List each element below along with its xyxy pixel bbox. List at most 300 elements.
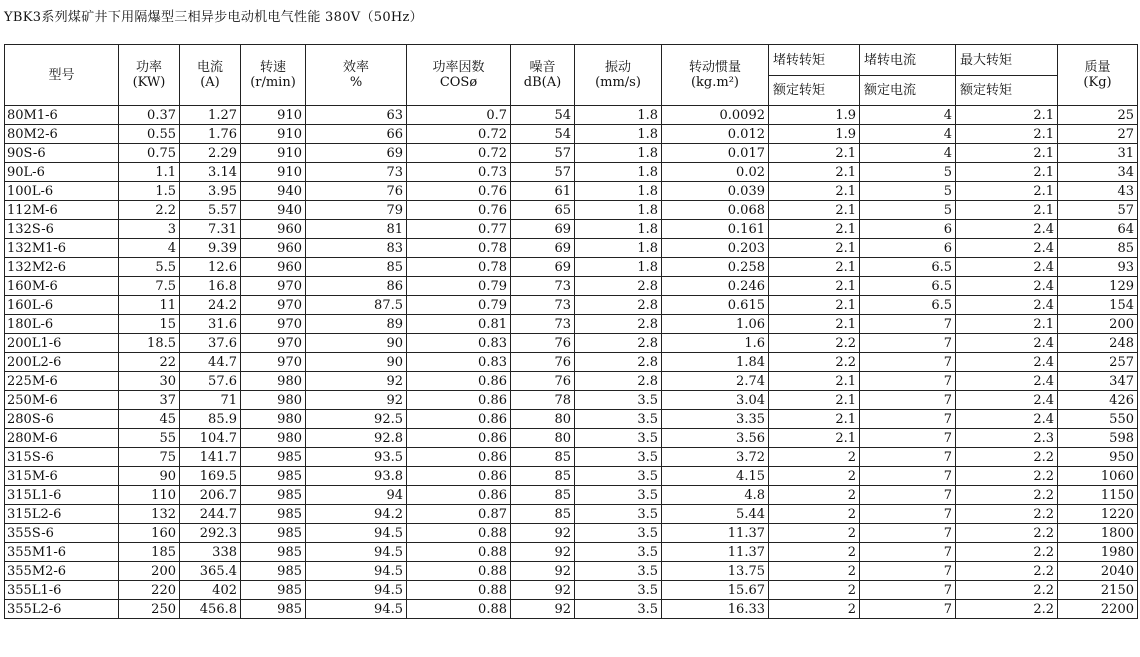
cell-current: 31.6 [180, 315, 241, 334]
cell-locked-torque-ratio: 2.1 [769, 144, 860, 163]
cell-model: 250M-6 [5, 391, 119, 410]
cell-inertia: 0.0092 [662, 106, 769, 125]
cell-inertia: 11.37 [662, 543, 769, 562]
cell-locked-current-ratio: 7 [860, 581, 956, 600]
cell-speed: 910 [241, 125, 306, 144]
cell-vibration: 1.8 [575, 239, 662, 258]
cell-locked-current-ratio: 6 [860, 220, 956, 239]
cell-vibration: 3.5 [575, 524, 662, 543]
cell-current: 104.7 [180, 429, 241, 448]
cell-locked-torque-ratio: 2 [769, 562, 860, 581]
cell-max-torque-ratio: 2.2 [956, 581, 1058, 600]
cell-efficiency: 83 [306, 239, 407, 258]
cell-power-factor: 0.7 [407, 106, 511, 125]
cell-speed: 970 [241, 334, 306, 353]
cell-locked-torque-ratio: 2 [769, 524, 860, 543]
cell-power-factor: 0.86 [407, 486, 511, 505]
cell-mass: 43 [1058, 182, 1138, 201]
table-row [5, 239, 1138, 258]
cell-model: 160M-6 [5, 277, 119, 296]
cell-locked-current-ratio: 4 [860, 106, 956, 125]
cell-model: 280M-6 [5, 429, 119, 448]
cell-speed: 970 [241, 277, 306, 296]
header-max-torque: 最大转矩 [956, 45, 1058, 76]
cell-mass: 950 [1058, 448, 1138, 467]
cell-mass: 27 [1058, 125, 1138, 144]
cell-speed: 985 [241, 524, 306, 543]
cell-speed: 980 [241, 410, 306, 429]
cell-current: 141.7 [180, 448, 241, 467]
cell-locked-current-ratio: 7 [860, 334, 956, 353]
cell-power: 18.5 [119, 334, 180, 353]
cell-inertia: 0.203 [662, 239, 769, 258]
cell-locked-current-ratio: 7 [860, 562, 956, 581]
cell-locked-current-ratio: 6.5 [860, 296, 956, 315]
cell-noise: 57 [511, 163, 575, 182]
cell-max-torque-ratio: 2.1 [956, 144, 1058, 163]
cell-power: 0.37 [119, 106, 180, 125]
cell-locked-current-ratio: 7 [860, 372, 956, 391]
cell-inertia: 1.84 [662, 353, 769, 372]
cell-mass: 154 [1058, 296, 1138, 315]
cell-mass: 57 [1058, 201, 1138, 220]
cell-locked-current-ratio: 7 [860, 486, 956, 505]
cell-vibration: 1.8 [575, 144, 662, 163]
cell-current: 1.76 [180, 125, 241, 144]
cell-efficiency: 94.5 [306, 581, 407, 600]
cell-max-torque-ratio: 2.4 [956, 391, 1058, 410]
cell-inertia: 3.04 [662, 391, 769, 410]
cell-model: 200L1-6 [5, 334, 119, 353]
cell-model: 225M-6 [5, 372, 119, 391]
cell-inertia: 11.37 [662, 524, 769, 543]
table-row [5, 429, 1138, 448]
cell-current: 3.14 [180, 163, 241, 182]
cell-speed: 985 [241, 562, 306, 581]
cell-vibration: 3.5 [575, 600, 662, 619]
cell-efficiency: 81 [306, 220, 407, 239]
cell-inertia: 0.246 [662, 277, 769, 296]
cell-mass: 1220 [1058, 505, 1138, 524]
table-header-row [5, 45, 1138, 76]
table-row [5, 125, 1138, 144]
cell-model: 315L2-6 [5, 505, 119, 524]
cell-power: 185 [119, 543, 180, 562]
cell-locked-current-ratio: 6 [860, 239, 956, 258]
cell-inertia: 3.72 [662, 448, 769, 467]
cell-max-torque-ratio: 2.2 [956, 562, 1058, 581]
cell-speed: 985 [241, 543, 306, 562]
cell-current: 2.29 [180, 144, 241, 163]
cell-locked-current-ratio: 7 [860, 410, 956, 429]
cell-locked-torque-ratio: 2.1 [769, 163, 860, 182]
cell-current: 3.95 [180, 182, 241, 201]
cell-vibration: 3.5 [575, 562, 662, 581]
cell-locked-current-ratio: 5 [860, 182, 956, 201]
cell-mass: 248 [1058, 334, 1138, 353]
cell-power: 37 [119, 391, 180, 410]
cell-vibration: 3.5 [575, 448, 662, 467]
table-row [5, 486, 1138, 505]
cell-power: 11 [119, 296, 180, 315]
cell-locked-current-ratio: 7 [860, 524, 956, 543]
cell-speed: 970 [241, 315, 306, 334]
cell-model: 160L-6 [5, 296, 119, 315]
cell-power: 1.5 [119, 182, 180, 201]
cell-power: 110 [119, 486, 180, 505]
cell-model: 100L-6 [5, 182, 119, 201]
cell-current: 37.6 [180, 334, 241, 353]
cell-mass: 2150 [1058, 581, 1138, 600]
header-max-torque-denominator: 额定转矩 [956, 76, 1058, 106]
cell-inertia: 1.6 [662, 334, 769, 353]
cell-inertia: 15.67 [662, 581, 769, 600]
cell-current: 206.7 [180, 486, 241, 505]
cell-efficiency: 94.5 [306, 543, 407, 562]
cell-inertia: 0.02 [662, 163, 769, 182]
cell-locked-current-ratio: 7 [860, 315, 956, 334]
cell-max-torque-ratio: 2.2 [956, 505, 1058, 524]
cell-max-torque-ratio: 2.1 [956, 182, 1058, 201]
cell-current: 57.6 [180, 372, 241, 391]
cell-mass: 1150 [1058, 486, 1138, 505]
cell-mass: 347 [1058, 372, 1138, 391]
cell-locked-torque-ratio: 2.1 [769, 410, 860, 429]
cell-power-factor: 0.81 [407, 315, 511, 334]
cell-locked-torque-ratio: 2.1 [769, 429, 860, 448]
table-row [5, 467, 1138, 486]
cell-power-factor: 0.86 [407, 391, 511, 410]
cell-locked-torque-ratio: 1.9 [769, 106, 860, 125]
cell-noise: 54 [511, 125, 575, 144]
cell-model: 132M2-6 [5, 258, 119, 277]
cell-vibration: 2.8 [575, 277, 662, 296]
cell-vibration: 2.8 [575, 353, 662, 372]
table-row [5, 220, 1138, 239]
cell-power-factor: 0.76 [407, 182, 511, 201]
cell-power-factor: 0.78 [407, 258, 511, 277]
cell-speed: 985 [241, 486, 306, 505]
table-row [5, 144, 1138, 163]
cell-current: 85.9 [180, 410, 241, 429]
cell-noise: 80 [511, 410, 575, 429]
cell-inertia: 0.017 [662, 144, 769, 163]
cell-max-torque-ratio: 2.4 [956, 220, 1058, 239]
cell-locked-current-ratio: 5 [860, 201, 956, 220]
cell-max-torque-ratio: 2.4 [956, 410, 1058, 429]
cell-power-factor: 0.77 [407, 220, 511, 239]
cell-locked-torque-ratio: 2.1 [769, 315, 860, 334]
cell-efficiency: 94.5 [306, 524, 407, 543]
cell-model: 90L-6 [5, 163, 119, 182]
cell-power-factor: 0.76 [407, 201, 511, 220]
cell-current: 9.39 [180, 239, 241, 258]
cell-mass: 550 [1058, 410, 1138, 429]
cell-power-factor: 0.87 [407, 505, 511, 524]
cell-locked-torque-ratio: 2 [769, 581, 860, 600]
cell-power-factor: 0.86 [407, 467, 511, 486]
cell-speed: 960 [241, 258, 306, 277]
cell-efficiency: 85 [306, 258, 407, 277]
cell-power: 15 [119, 315, 180, 334]
cell-noise: 85 [511, 448, 575, 467]
cell-power-factor: 0.78 [407, 239, 511, 258]
cell-locked-torque-ratio: 2.1 [769, 277, 860, 296]
cell-vibration: 1.8 [575, 258, 662, 277]
cell-power: 90 [119, 467, 180, 486]
cell-vibration: 2.8 [575, 296, 662, 315]
table-row [5, 391, 1138, 410]
cell-locked-torque-ratio: 2 [769, 543, 860, 562]
cell-power: 7.5 [119, 277, 180, 296]
header-speed: 转速 (r/min) [241, 45, 306, 106]
cell-model: 355L2-6 [5, 600, 119, 619]
cell-locked-current-ratio: 6.5 [860, 258, 956, 277]
cell-speed: 985 [241, 448, 306, 467]
cell-vibration: 3.5 [575, 505, 662, 524]
cell-power-factor: 0.86 [407, 372, 511, 391]
cell-vibration: 1.8 [575, 201, 662, 220]
cell-locked-torque-ratio: 2 [769, 448, 860, 467]
cell-locked-current-ratio: 7 [860, 543, 956, 562]
cell-speed: 970 [241, 353, 306, 372]
cell-current: 24.2 [180, 296, 241, 315]
cell-model: 315L1-6 [5, 486, 119, 505]
cell-noise: 65 [511, 201, 575, 220]
cell-max-torque-ratio: 2.4 [956, 334, 1058, 353]
cell-vibration: 2.8 [575, 334, 662, 353]
header-noise: 噪音 dB(A) [511, 45, 575, 106]
cell-current: 1.27 [180, 106, 241, 125]
cell-mass: 85 [1058, 239, 1138, 258]
cell-current: 16.8 [180, 277, 241, 296]
cell-power-factor: 0.88 [407, 600, 511, 619]
cell-noise: 73 [511, 315, 575, 334]
cell-noise: 92 [511, 543, 575, 562]
cell-locked-torque-ratio: 1.9 [769, 125, 860, 144]
cell-model: 355S-6 [5, 524, 119, 543]
cell-max-torque-ratio: 2.3 [956, 429, 1058, 448]
cell-vibration: 1.8 [575, 125, 662, 144]
cell-noise: 92 [511, 524, 575, 543]
cell-inertia: 2.74 [662, 372, 769, 391]
cell-power-factor: 0.86 [407, 429, 511, 448]
cell-speed: 980 [241, 429, 306, 448]
header-efficiency: 效率 % [306, 45, 407, 106]
cell-mass: 2040 [1058, 562, 1138, 581]
table-row [5, 448, 1138, 467]
table-row [5, 600, 1138, 619]
cell-efficiency: 92.5 [306, 410, 407, 429]
cell-power: 200 [119, 562, 180, 581]
cell-power-factor: 0.79 [407, 277, 511, 296]
cell-efficiency: 90 [306, 353, 407, 372]
cell-efficiency: 87.5 [306, 296, 407, 315]
cell-current: 338 [180, 543, 241, 562]
cell-max-torque-ratio: 2.4 [956, 277, 1058, 296]
page-title: YBK3系列煤矿井下用隔爆型三相异步电动机电气性能 380V（50Hz） [4, 10, 423, 25]
cell-locked-torque-ratio: 2.1 [769, 220, 860, 239]
cell-locked-current-ratio: 7 [860, 391, 956, 410]
cell-vibration: 2.8 [575, 315, 662, 334]
cell-efficiency: 76 [306, 182, 407, 201]
cell-noise: 73 [511, 277, 575, 296]
cell-noise: 73 [511, 296, 575, 315]
cell-power: 1.1 [119, 163, 180, 182]
table-row [5, 106, 1138, 125]
cell-mass: 598 [1058, 429, 1138, 448]
cell-efficiency: 86 [306, 277, 407, 296]
cell-max-torque-ratio: 2.2 [956, 524, 1058, 543]
cell-power-factor: 0.88 [407, 562, 511, 581]
cell-power-factor: 0.72 [407, 125, 511, 144]
cell-inertia: 16.33 [662, 600, 769, 619]
header-locked-current-denominator: 额定电流 [860, 76, 956, 106]
table-row [5, 163, 1138, 182]
cell-current: 7.31 [180, 220, 241, 239]
table-row [5, 410, 1138, 429]
cell-model: 200L2-6 [5, 353, 119, 372]
cell-efficiency: 63 [306, 106, 407, 125]
cell-power-factor: 0.83 [407, 334, 511, 353]
cell-locked-torque-ratio: 2.1 [769, 296, 860, 315]
header-vibration: 振动 (mm/s) [575, 45, 662, 106]
table-row [5, 543, 1138, 562]
cell-max-torque-ratio: 2.1 [956, 163, 1058, 182]
cell-speed: 985 [241, 600, 306, 619]
cell-power: 45 [119, 410, 180, 429]
cell-speed: 985 [241, 505, 306, 524]
cell-locked-torque-ratio: 2.1 [769, 372, 860, 391]
cell-speed: 940 [241, 182, 306, 201]
cell-max-torque-ratio: 2.4 [956, 258, 1058, 277]
cell-model: 90S-6 [5, 144, 119, 163]
table-row [5, 524, 1138, 543]
cell-inertia: 5.44 [662, 505, 769, 524]
cell-power: 22 [119, 353, 180, 372]
cell-vibration: 1.8 [575, 220, 662, 239]
cell-locked-current-ratio: 4 [860, 125, 956, 144]
cell-locked-torque-ratio: 2.2 [769, 334, 860, 353]
cell-power-factor: 0.86 [407, 448, 511, 467]
cell-locked-current-ratio: 5 [860, 163, 956, 182]
cell-locked-torque-ratio: 2 [769, 600, 860, 619]
cell-vibration: 1.8 [575, 106, 662, 125]
cell-locked-current-ratio: 7 [860, 353, 956, 372]
cell-power-factor: 0.86 [407, 410, 511, 429]
cell-locked-current-ratio: 4 [860, 144, 956, 163]
cell-max-torque-ratio: 2.1 [956, 315, 1058, 334]
cell-vibration: 3.5 [575, 543, 662, 562]
cell-efficiency: 66 [306, 125, 407, 144]
cell-noise: 54 [511, 106, 575, 125]
cell-efficiency: 94.5 [306, 600, 407, 619]
cell-power: 0.55 [119, 125, 180, 144]
cell-noise: 92 [511, 581, 575, 600]
table-row [5, 353, 1138, 372]
cell-vibration: 2.8 [575, 372, 662, 391]
cell-locked-torque-ratio: 2.1 [769, 201, 860, 220]
cell-speed: 910 [241, 163, 306, 182]
cell-noise: 92 [511, 562, 575, 581]
cell-locked-torque-ratio: 2.1 [769, 391, 860, 410]
cell-power: 160 [119, 524, 180, 543]
cell-noise: 57 [511, 144, 575, 163]
table-row [5, 296, 1138, 315]
cell-speed: 910 [241, 144, 306, 163]
cell-mass: 1060 [1058, 467, 1138, 486]
cell-speed: 910 [241, 106, 306, 125]
cell-model: 355M2-6 [5, 562, 119, 581]
cell-efficiency: 73 [306, 163, 407, 182]
cell-power: 5.5 [119, 258, 180, 277]
cell-mass: 34 [1058, 163, 1138, 182]
cell-power: 75 [119, 448, 180, 467]
cell-efficiency: 79 [306, 201, 407, 220]
cell-mass: 1800 [1058, 524, 1138, 543]
table-row [5, 334, 1138, 353]
cell-power: 250 [119, 600, 180, 619]
cell-power: 220 [119, 581, 180, 600]
cell-speed: 985 [241, 581, 306, 600]
cell-model: 315M-6 [5, 467, 119, 486]
cell-model: 132S-6 [5, 220, 119, 239]
header-mass: 质量 (Kg) [1058, 45, 1138, 106]
cell-max-torque-ratio: 2.2 [956, 486, 1058, 505]
cell-power: 3 [119, 220, 180, 239]
cell-model: 80M2-6 [5, 125, 119, 144]
cell-current: 71 [180, 391, 241, 410]
cell-power-factor: 0.88 [407, 581, 511, 600]
cell-model: 355M1-6 [5, 543, 119, 562]
cell-locked-current-ratio: 7 [860, 505, 956, 524]
cell-inertia: 3.56 [662, 429, 769, 448]
cell-inertia: 0.012 [662, 125, 769, 144]
cell-noise: 78 [511, 391, 575, 410]
cell-speed: 970 [241, 296, 306, 315]
cell-efficiency: 69 [306, 144, 407, 163]
cell-noise: 69 [511, 258, 575, 277]
cell-inertia: 0.039 [662, 182, 769, 201]
cell-mass: 31 [1058, 144, 1138, 163]
cell-noise: 69 [511, 220, 575, 239]
cell-power: 132 [119, 505, 180, 524]
cell-mass: 1980 [1058, 543, 1138, 562]
cell-vibration: 3.5 [575, 410, 662, 429]
cell-vibration: 3.5 [575, 486, 662, 505]
cell-efficiency: 94.2 [306, 505, 407, 524]
cell-inertia: 13.75 [662, 562, 769, 581]
cell-max-torque-ratio: 2.2 [956, 448, 1058, 467]
cell-noise: 69 [511, 239, 575, 258]
cell-noise: 76 [511, 372, 575, 391]
cell-power-factor: 0.79 [407, 296, 511, 315]
cell-mass: 64 [1058, 220, 1138, 239]
cell-vibration: 3.5 [575, 429, 662, 448]
cell-max-torque-ratio: 2.1 [956, 106, 1058, 125]
table-row [5, 562, 1138, 581]
cell-vibration: 3.5 [575, 581, 662, 600]
cell-inertia: 0.161 [662, 220, 769, 239]
header-locked-current: 堵转电流 [860, 45, 956, 76]
cell-max-torque-ratio: 2.2 [956, 600, 1058, 619]
cell-efficiency: 94 [306, 486, 407, 505]
cell-inertia: 3.35 [662, 410, 769, 429]
cell-noise: 80 [511, 429, 575, 448]
table-row [5, 372, 1138, 391]
cell-locked-current-ratio: 7 [860, 448, 956, 467]
cell-efficiency: 90 [306, 334, 407, 353]
